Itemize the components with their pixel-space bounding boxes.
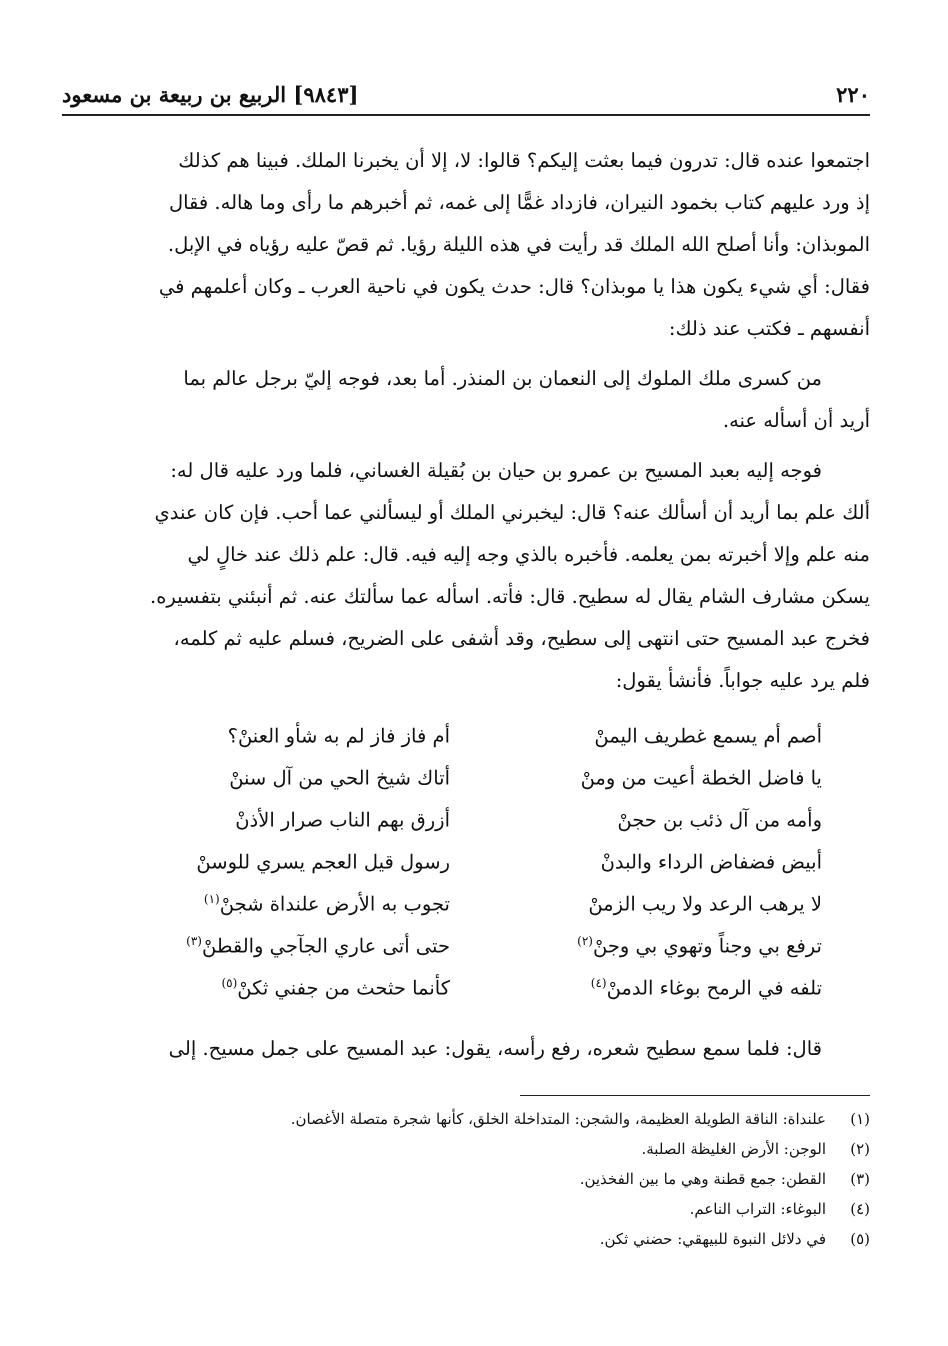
poem-first-hemistich: وأمه من آل ذئب بن حجنْ xyxy=(617,808,822,832)
poem-couplet xyxy=(62,710,870,752)
poem-first-hemistich: أبيض فضفاض الرداء والبدنْ xyxy=(600,850,822,874)
text-line: منه علم وإلا أخبرته بمن يعلمه. فأخبره بالذي وجه إليه فيه. قال: علم ذلك عند خالٍ لي xyxy=(187,543,870,566)
footnote-text: في دلائل النبوة للبيهقي: حضني ثكن. xyxy=(599,1230,826,1248)
poem-first-hemistich: تلفه في الرمح بوغاء الدمنْ$^{(٤)}$ xyxy=(590,976,822,1000)
footnote-text: الوجن: الأرض الغليظة الصلبة. xyxy=(641,1140,826,1158)
footnotes xyxy=(62,1104,870,1254)
footnote-number: (٥) xyxy=(850,1230,870,1248)
text-line: فوجه إليه بعبد المسيح بن عمرو بن حيان بن بُقيلة الغساني، فلما ورد عليه قال له: xyxy=(170,459,822,482)
paragraph-1 xyxy=(62,140,870,350)
poem-couplet xyxy=(62,752,870,794)
footnote-text: القطن: جمع قطنة وهي ما بين الفخذين. xyxy=(579,1170,826,1188)
text-line: فلم يرد عليه جواباً. فأنشأ يقول: xyxy=(615,669,870,692)
running-title: [٩٨٤٣] الربيع بن ربيعة بن مسعود xyxy=(62,82,359,107)
text-line: اجتمعوا عنده قال: تدرون فيما بعثت إليكم؟ قالوا: لا، إلا أن يخبرنا الملك. فبينا هم كذلك xyxy=(178,149,870,172)
header-rule xyxy=(62,114,870,116)
closing-line xyxy=(62,1028,870,1070)
footnote-text: البوغاء: التراب الناعم. xyxy=(689,1200,826,1218)
poem-second-hemistich: أزرق بهم الناب صرار الأذنْ xyxy=(235,808,450,832)
text-line: ألك علم بما أريد أن أسألك عنه؟ قال: ليخبرني الملك أو ليسألني عما أحب. فإن كان عندي xyxy=(154,501,870,524)
page-header xyxy=(62,82,870,112)
footnote xyxy=(62,1164,870,1194)
text-line: قال: فلما سمع سطيح شعره، رفع رأسه، يقول: عبد المسيح على جمل مسيح. إلى xyxy=(168,1037,822,1060)
footnote-number: (٣) xyxy=(850,1170,870,1188)
poem-second-hemistich: تجوب به الأرض علنداة شجنْ$^{(١)}$ xyxy=(203,892,450,916)
paragraph-2 xyxy=(62,358,870,442)
poem-first-hemistich: أصم أم يسمع غطريف اليمنْ xyxy=(594,724,822,748)
poem-couplet xyxy=(62,920,870,962)
poem-first-hemistich: يا فاضل الخطة أعيت من ومنْ xyxy=(580,766,822,790)
text-line: يسكن مشارف الشام يقال له سطيح. قال: فأته. اسأله عما سألتك عنه. ثم أنبئني بتفسيره. xyxy=(150,585,870,608)
poem-couplet xyxy=(62,794,870,836)
footnote-text: علنداة: الناقة الطويلة العظيمة، والشجن: المتداخلة الخلق، كأنها شجرة متصلة الأغصان. xyxy=(290,1110,826,1128)
footnote-number: (٢) xyxy=(850,1140,870,1158)
page-number: ٢٢٠ xyxy=(836,82,870,107)
text-line: أنفسهم ـ فكتب عند ذلك: xyxy=(668,317,870,340)
poem-second-hemistich: كأنما حثحث من جفني ثكنْ$^{(٥)}$ xyxy=(221,976,450,1000)
poem-second-hemistich: أم فاز فاز لم به شأو العننْ؟ xyxy=(227,724,450,748)
poem xyxy=(62,710,870,1004)
poem-second-hemistich: رسول قيل العجم يسري للوسنْ xyxy=(196,850,450,874)
text-line: فخرج عبد المسيح حتى انتهى إلى سطيح، وقد أشفى على الضريح، فسلم عليه ثم كلمه، xyxy=(173,627,870,650)
footnote xyxy=(62,1194,870,1224)
footnote xyxy=(62,1134,870,1164)
footnote-number: (١) xyxy=(850,1110,870,1128)
footnote xyxy=(62,1224,870,1254)
text-line: من كسرى ملك الملوك إلى النعمان بن المنذر. أما بعد، فوجه إليّ برجل عالم بما xyxy=(183,367,822,390)
text-line: إذ ورد عليهم كتاب بخمود النيران، فازداد غمًّا إلى غمه، ثم أخبرهم ما رأى وما هاله. فقال xyxy=(168,191,870,214)
text-line: فقال: أي شيء يكون هذا يا موبذان؟ قال: حدث يكون في ناحية العرب ـ وكان أعلمهم في xyxy=(158,275,870,298)
main-text xyxy=(62,140,870,702)
poem-first-hemistich: ترفع بي وجناً وتهوي بي وجنْ$^{(٢)}$ xyxy=(577,934,822,958)
paragraph-3 xyxy=(62,450,870,702)
poem-first-hemistich: لا يرهب الرعد ولا ريب الزمنْ xyxy=(588,892,822,916)
text-line: الموبذان: وأنا أصلح الله الملك قد رأيت في هذه الليلة رؤيا. ثم قصّ عليه رؤياه في الإبل. xyxy=(167,233,870,256)
poem-couplet xyxy=(62,962,870,1004)
footnote-number: (٤) xyxy=(850,1200,870,1218)
poem-second-hemistich: أتاك شيخ الحي من آل سننْ xyxy=(229,766,450,790)
text-line: أريد أن أسأله عنه. xyxy=(722,409,870,432)
footnote xyxy=(62,1104,870,1134)
poem-couplet xyxy=(62,878,870,920)
poem-second-hemistich: حتى أتى عاري الجآجي والقطنْ$^{(٣)}$ xyxy=(186,934,450,958)
footnote-rule xyxy=(520,1095,870,1096)
poem-couplet xyxy=(62,836,870,878)
